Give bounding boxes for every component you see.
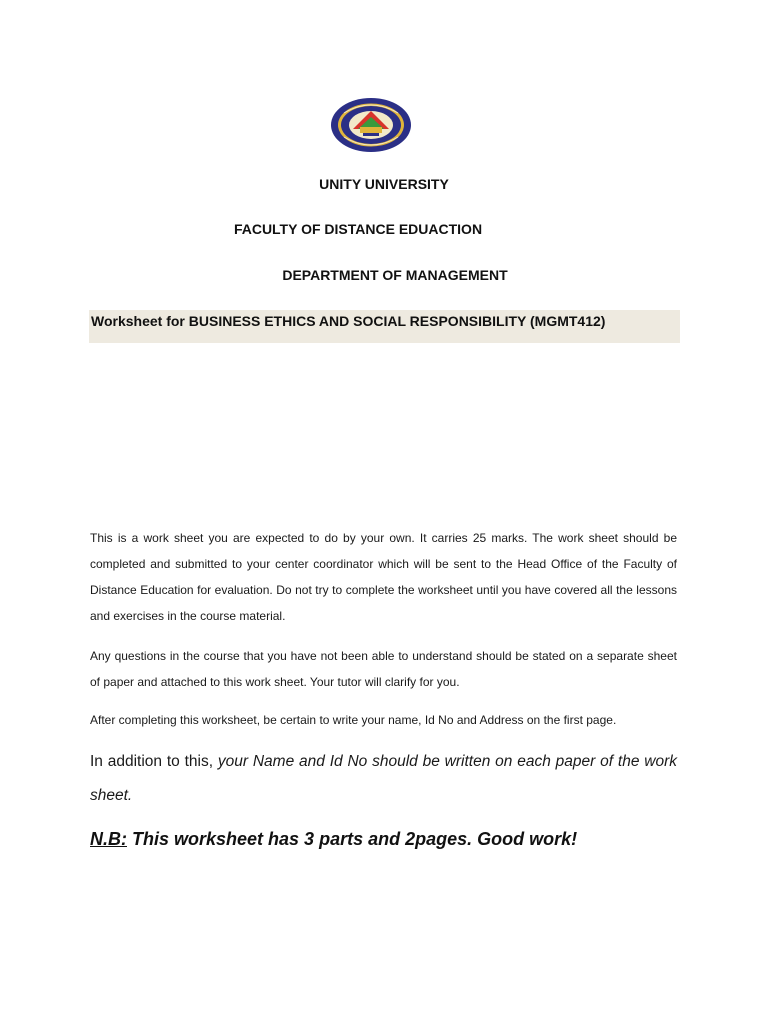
university-logo-icon xyxy=(330,97,412,153)
faculty-name: FACULTY OF DISTANCE EDUACTION xyxy=(233,221,483,237)
nb-label: N.B: xyxy=(90,829,127,849)
worksheet-title: Worksheet for BUSINESS ETHICS AND SOCIAL RESPONSIBILITY (MGMT412) xyxy=(91,313,606,329)
instructions-paragraph-2: Any questions in the course that you have not been able to understand should be stated on a separate sheet of paper and attached to this work sheet. Your tutor will clarify for you. xyxy=(90,649,677,689)
university-name: UNITY UNIVERSITY xyxy=(319,176,449,192)
nb-text: This worksheet has 3 parts and 2pages. Good work! xyxy=(127,829,578,849)
paragraph-4-emphasis: your Name and Id No should be written on each paper of the work sheet. xyxy=(90,753,677,804)
instructions-paragraph-1: This is a work sheet you are expected to do by your own. It carries 25 marks. The work sheet should be completed and submitted to your center coordinator which will be sent to the Head Office of the Faculty of Distance Education for evaluation. Do not try to complete the worksheet until you have covered all the lessons and exercises in the course material. xyxy=(90,531,677,623)
paragraph-4-lead: In addition to this, xyxy=(90,753,218,770)
instructions-paragraph-3: After completing this worksheet, be certain to write your name, Id No and Address on the first page. xyxy=(90,713,617,727)
department-name: DEPARTMENT OF MANAGEMENT xyxy=(282,267,508,283)
instructions-paragraph-4 xyxy=(90,745,677,813)
nb-note xyxy=(90,829,577,850)
